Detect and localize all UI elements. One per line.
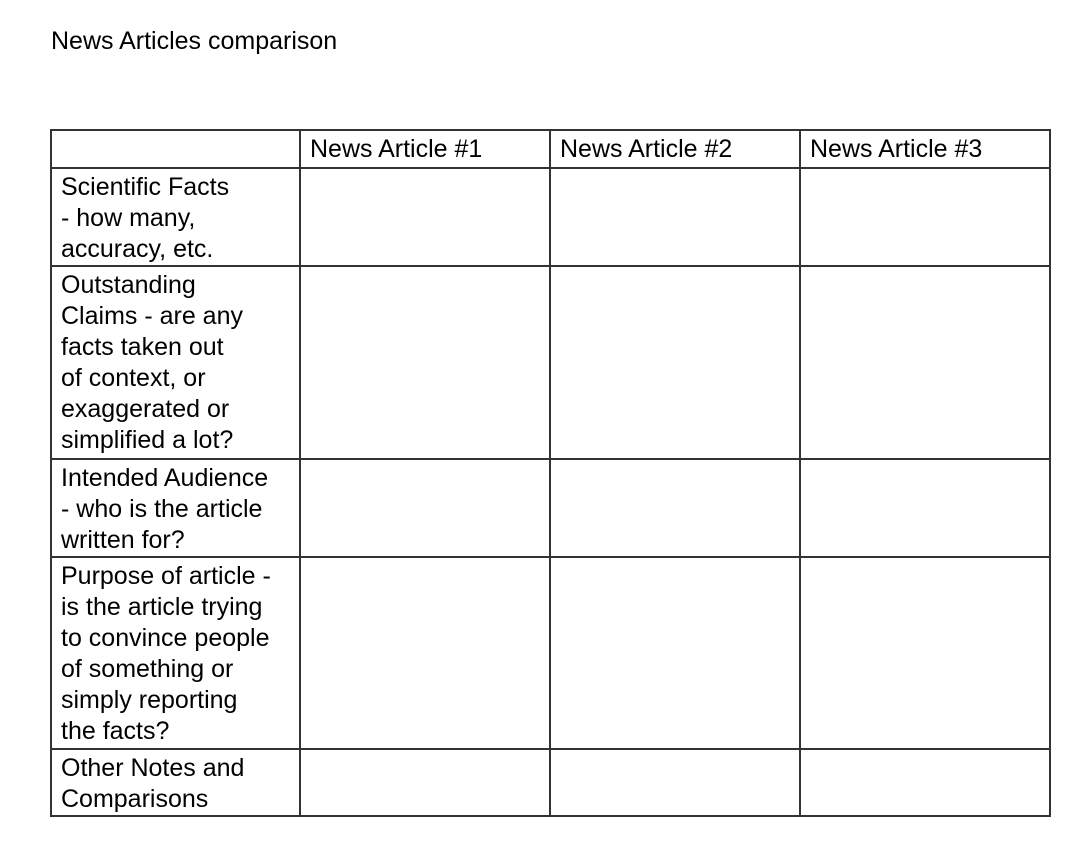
table-row: [51, 459, 1050, 557]
row-label-scientific-facts: Scientific Facts - how many, accuracy, etc.: [51, 168, 300, 266]
row-label-other-notes: Other Notes and Comparisons: [51, 749, 300, 816]
page-title: News Articles comparison: [51, 27, 338, 55]
table-cell[interactable]: [300, 459, 550, 557]
table-row: [51, 266, 1050, 459]
table-cell[interactable]: [300, 266, 550, 459]
table-cell[interactable]: [300, 168, 550, 266]
header-cell-article-2: News Article #2: [550, 130, 800, 168]
table-cell[interactable]: [800, 168, 1050, 266]
table-cell[interactable]: [800, 749, 1050, 816]
comparison-table: [50, 129, 1051, 817]
header-cell-article-1: News Article #1: [300, 130, 550, 168]
table-cell[interactable]: [800, 459, 1050, 557]
table-row: [51, 168, 1050, 266]
row-label-purpose-of-article: Purpose of article - is the article trying to convince people of something or simply reporting the facts?: [51, 557, 300, 749]
row-label-intended-audience: Intended Audience - who is the article written for?: [51, 459, 300, 557]
table-header-row: [51, 130, 1050, 168]
table-cell[interactable]: [550, 557, 800, 749]
table-cell[interactable]: [550, 168, 800, 266]
table-cell[interactable]: [800, 557, 1050, 749]
header-cell-empty: [51, 130, 300, 168]
table-cell[interactable]: [550, 459, 800, 557]
table-cell[interactable]: [800, 266, 1050, 459]
header-cell-article-3: News Article #3: [800, 130, 1050, 168]
table-cell[interactable]: [300, 749, 550, 816]
row-label-outstanding-claims: Outstanding Claims - are any facts taken out of context, or exaggerated or simplified a lot?: [51, 266, 300, 459]
table-cell[interactable]: [550, 266, 800, 459]
table-cell[interactable]: [550, 749, 800, 816]
table-cell[interactable]: [300, 557, 550, 749]
table-row: [51, 749, 1050, 816]
table-row: [51, 557, 1050, 749]
